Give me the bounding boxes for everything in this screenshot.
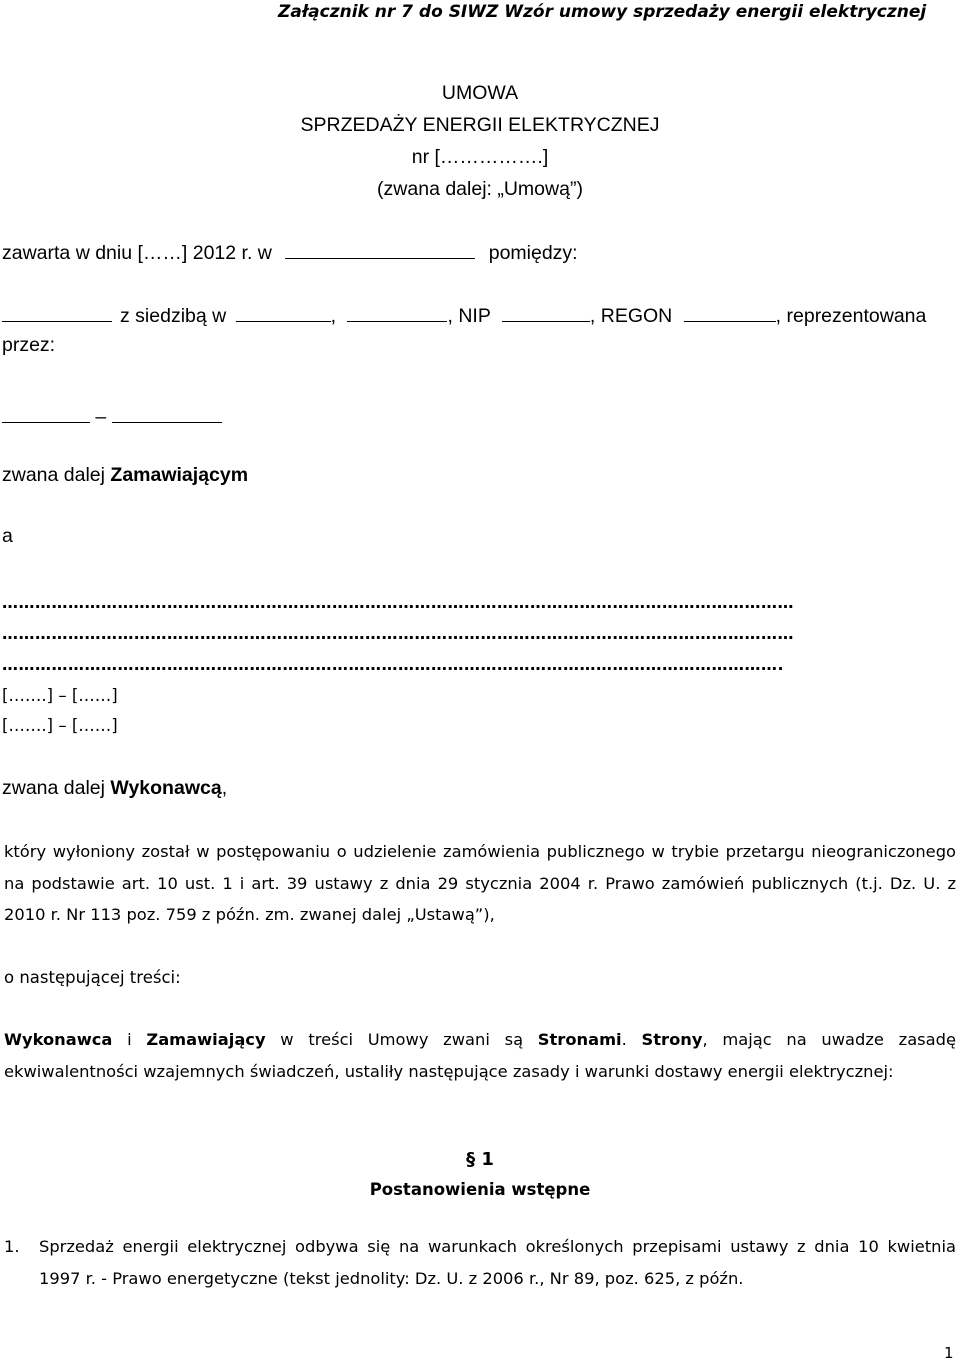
list-item-number: 1. — [4, 1237, 20, 1256]
list-item-text: Sprzedaż energii elektrycznej odbywa się na warunkach określonych przepisami ustawy z dnia 10 kwietnia 1997 r. - Prawo energetyczne (tekst jednolity: Dz. U. z 2006 r., Nr 89, poz. 625, z późn. — [39, 1237, 956, 1288]
contractor-alias — [2, 777, 227, 800]
party1-seat-label: z siedzibą w — [120, 305, 227, 327]
parties-text-2: w treści Umowy zwani są — [265, 1030, 538, 1049]
contract-title: UMOWA — [441, 82, 519, 104]
and-connector: a — [2, 525, 13, 547]
representative-role-blank — [112, 404, 222, 423]
parties-paragraph — [4, 1024, 956, 1087]
contractor-alias-prefix: zwana dalej — [2, 777, 111, 799]
term-contractor: Wykonawca — [4, 1030, 113, 1049]
representative-dash: – — [95, 406, 107, 428]
party1-comma: , — [330, 305, 337, 327]
party1-regon-blank — [684, 303, 776, 322]
term-orderer: Zamawiający — [146, 1030, 266, 1049]
parties-text-1: i — [112, 1030, 147, 1049]
contractor-dots-2: ……………………………………………………………………………………………………………………………… — [2, 624, 794, 643]
party1-represented-label: , reprezentowana — [775, 305, 927, 327]
section-number: § 1 — [466, 1149, 494, 1170]
contract-subject: SPRZEDAŻY ENERGII ELEKTRYCZNEJ — [300, 114, 660, 136]
party1-line — [2, 303, 926, 328]
party1-alias — [2, 464, 248, 487]
party1-representative-line — [2, 404, 222, 429]
party1-name-blank — [2, 303, 112, 322]
section-title: Postanowienia wstępne — [369, 1180, 591, 1199]
annex-header: Załącznik nr 7 do SIWZ Wzór umowy sprzedaży energii elektrycznej — [278, 2, 927, 22]
party1-address-blank — [347, 303, 447, 322]
intro-between: pomiędzy: — [488, 242, 578, 264]
page-number: 1 — [944, 1344, 954, 1362]
contractor-alias-suffix: , — [221, 777, 228, 799]
list-item — [4, 1231, 956, 1294]
contractor-rep-2: […….] – [……] — [2, 716, 118, 735]
contractor-dots-3: ……………………………………………………………………………………………………………………………. — [2, 655, 785, 674]
place-blank — [285, 240, 475, 259]
intro-date-place: zawarta w dniu [……] 2012 r. w — [2, 242, 272, 264]
contractor-rep-1: […….] – [……] — [2, 686, 118, 705]
party1-alias-prefix: zwana dalej — [2, 464, 111, 486]
parties-text-4: , mając na uwadze zasadę ekwiwalentności wzajemnych świadczeń, ustaliły następujące zasady i warunki dostawy energii elektrycznej: — [4, 1030, 956, 1081]
parties-text-3: . — [621, 1030, 642, 1049]
contractor-dots-1: ……………………………………………………………………………………………………………………………… — [2, 593, 794, 612]
intro-line — [2, 240, 578, 265]
representative-name-blank — [2, 404, 90, 423]
party1-alias-name: Zamawiającym — [110, 464, 249, 486]
party1-nip-label: , NIP — [447, 305, 491, 327]
contract-number: nr […………….] — [411, 146, 549, 168]
party1-by-label: przez: — [2, 334, 56, 356]
party1-regon-label: , REGON — [589, 305, 673, 327]
contractor-alias-name: Wykonawcą — [110, 777, 222, 799]
term-parties-2: Strony — [641, 1030, 703, 1049]
selection-paragraph: który wyłoniony został w postępowaniu o udzielenie zamówienia publicznego w trybie przetargu nieograniczonego na podstawie art. 10 ust. 1 i art. 39 ustawy z dnia 29 stycznia 2004 r. Prawo zamówień publicznych (t.j. Dz. U. z 2010 r. Nr 113 poz. 759 z późn. zm. zwanej dalej „Ustawą”), — [4, 842, 956, 924]
contract-short-name: (zwana dalej: „Umową”) — [377, 178, 583, 200]
term-parties: Stronami — [537, 1030, 622, 1049]
party1-seat-blank — [236, 303, 331, 322]
party1-nip-blank — [502, 303, 590, 322]
following-label: o następującej treści: — [4, 968, 181, 987]
